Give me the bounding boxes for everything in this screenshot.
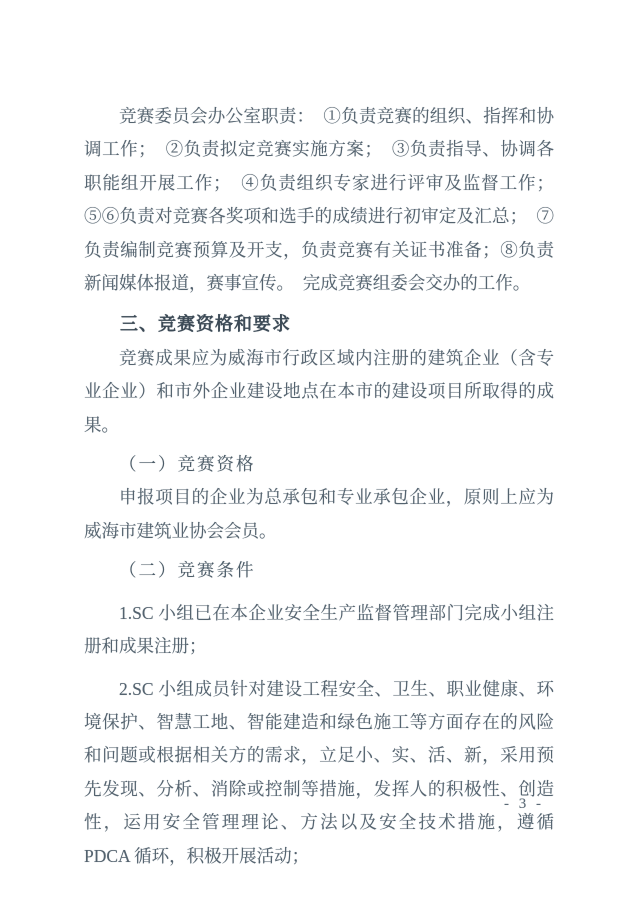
section-heading-qualifications-and-requirements: 三、竞赛资格和要求 <box>120 314 291 335</box>
sub-heading-competition-conditions: （二）竞赛条件 <box>119 560 256 581</box>
paragraph-enterprise-qualification: 申报项目的企业为总承包和专业承包企业，原则上应为威海市建筑业协会会员。 <box>84 487 554 541</box>
paragraph-committee-office-duties: 竞赛委员会办公室职责： ①负责竞赛的组织、指挥和协调工作； ②负责拟定竞赛实施方案； ③负责指导、协调各职能组开展工作； ④负责组织专家进行评审及监督工作；⑤⑥负责对竞赛各奖项和选手的成绩进行初审定及汇总； ⑦负责编制竞赛预算及开支，负责竞赛有关证书准备；⑧负责新闻媒体报道，赛事宣传。 完成竞赛组委会交办的工作。 <box>84 106 554 294</box>
document-content <box>84 100 554 873</box>
page-number: - 3 - <box>504 796 544 812</box>
paragraph-achievement-scope: 竞赛成果应为威海市行政区域内注册的建筑企业（含专业企业）和市外企业建设地点在本市的建设项目所取得的成果。 <box>84 347 554 435</box>
paragraph-condition-1-registration: 1.SC 小组已在本企业安全生产监督管理部门完成小组注册和成果注册； <box>84 602 554 657</box>
sub-heading-competition-qualification: （一）竞赛资格 <box>119 454 256 475</box>
paragraph-condition-2-activities: 2.SC 小组成员针对建设工程安全、卫生、职业健康、环境保护、智慧工地、智能建造和绿色施工等方面存在的风险和问题或根据相关方的需求，立足小、实、活、新，采用预先发现、分析、消除或控制等措施，发挥人的积极性、创造性，运用安全管理理论、方法以及安全技术措施，遵循 PDCA 循环，积极开展活动； <box>84 678 554 866</box>
